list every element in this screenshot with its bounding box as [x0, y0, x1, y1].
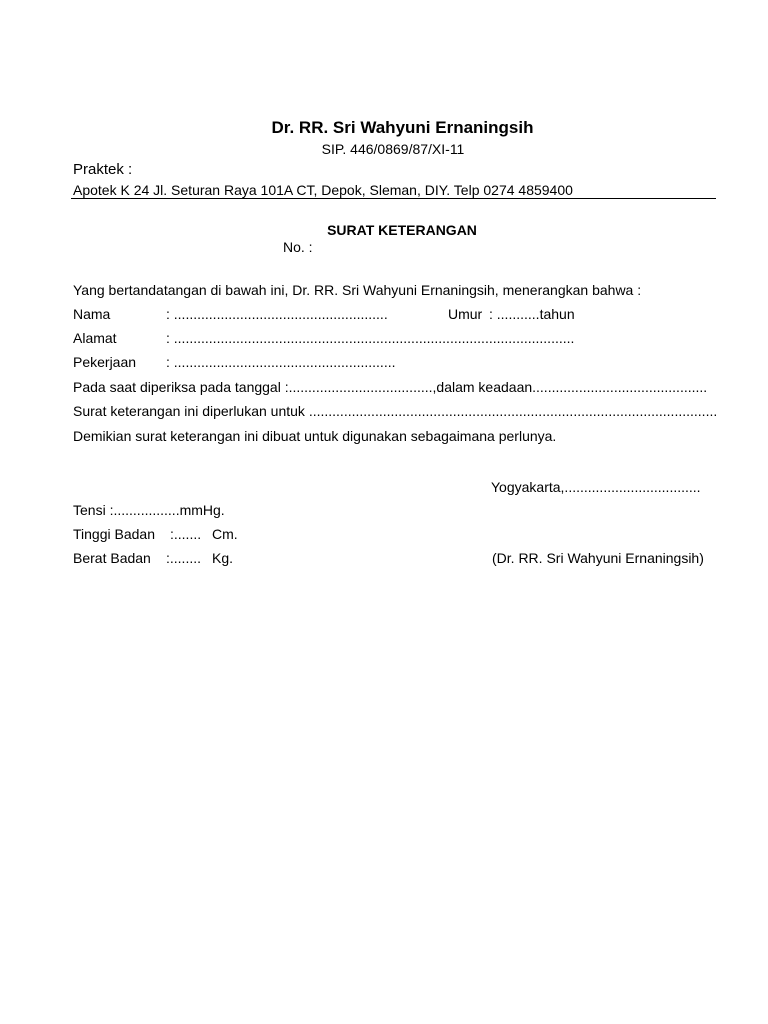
place-date: Yogyakarta,...................................	[491, 479, 701, 495]
sip-number: SIP. 446/0869/87/XI-11	[321, 141, 465, 157]
umur-field: : ...........tahun	[489, 306, 575, 322]
tinggi-badan-field: :.......	[170, 526, 202, 542]
intro-statement: Yang bertandatangan di bawah ini, Dr. RR. Sri Wahyuni Ernaningsih, menerangkan bahwa :	[73, 282, 642, 298]
pekerjaan-label: Pekerjaan	[73, 354, 137, 370]
berat-badan-field: :........	[166, 550, 202, 566]
tinggi-badan-unit: Cm.	[212, 526, 238, 542]
berat-badan-label: Berat Badan	[73, 550, 151, 566]
umur-label: Umur	[448, 306, 483, 322]
nama-label: Nama	[73, 306, 111, 322]
practice-label: Praktek :	[73, 161, 133, 178]
purpose-line: Surat keterangan ini diperlukan untuk .........................................................................................................	[73, 403, 718, 419]
nama-field: : .......................................................	[166, 306, 388, 322]
tensi-field: Tensi :.................mmHg.	[73, 502, 225, 518]
header-underline	[71, 198, 716, 199]
tinggi-badan-label: Tinggi Badan	[73, 526, 155, 542]
exam-date-condition-line: Pada saat diperiksa pada tanggal :.....................................,dalam keadaan.............................................	[73, 379, 708, 395]
doctor-name: Dr. RR. Sri Wahyuni Ernaningsih	[271, 118, 534, 137]
pekerjaan-field: : .........................................................	[166, 354, 396, 370]
alamat-field: : .......................................................................................................	[166, 330, 575, 346]
practice-address: Apotek K 24 Jl. Seturan Raya 101A CT, Depok, Sleman, DIY. Telp 0274 4859400	[73, 182, 573, 198]
letter-title: SURAT KETERANGAN	[327, 222, 477, 238]
letter-number-label: No. :	[283, 239, 313, 255]
closing-statement: Demikian surat keterangan ini dibuat untuk digunakan sebagaimana perlunya.	[73, 428, 557, 444]
berat-badan-unit: Kg.	[212, 550, 234, 566]
signer-name: (Dr. RR. Sri Wahyuni Ernaningsih)	[492, 550, 704, 566]
alamat-label: Alamat	[73, 330, 117, 346]
